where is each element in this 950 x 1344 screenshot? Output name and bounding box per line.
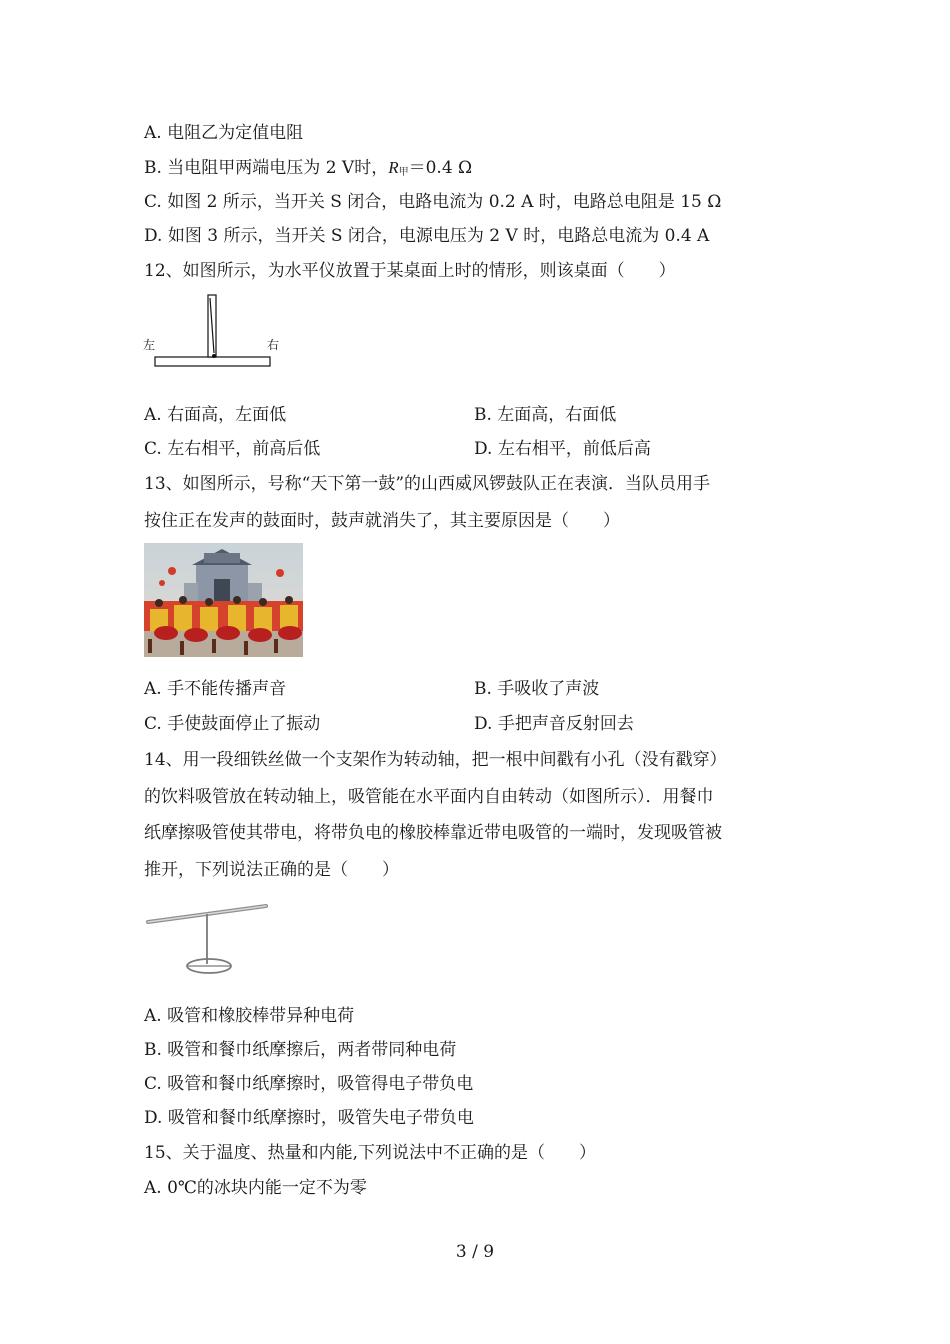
q13-option-c: C. 手使鼓面停止了振动 <box>144 714 321 734</box>
left-label: 左 <box>143 338 156 352</box>
q13-option-d: D. 手把声音反射回去 <box>474 714 634 734</box>
q11-option-d: D. 如图 3 所示，当开关 S 闭合，电源电压为 2 V 时，电路总电流为 0.4 A <box>144 226 710 246</box>
q12-option-a: A. 右面高，左面低 <box>144 405 287 425</box>
drum-performance-photo <box>144 543 303 657</box>
q11-option-b-prefix: B. 当电阻甲两端电压为 2 V时， <box>144 158 389 178</box>
level-instrument-drawing <box>140 290 280 372</box>
q12-stem: 12、如图所示，为水平仪放置于某桌面上时的情形，则该桌面（ ） <box>144 261 676 281</box>
q15-stem: 15、关于温度、热量和内能,下列说法中不正确的是（ ） <box>144 1143 597 1163</box>
resistance-subscript: 甲 <box>398 167 409 178</box>
q14-option-c: C. 吸管和餐巾纸摩擦时，吸管得电子带负电 <box>144 1074 474 1094</box>
q13-stem-line2: 按住正在发声的鼓面时，鼓声就消失了，其主要原因是（ ） <box>144 511 620 531</box>
q14-stem-line1: 14、用一段细铁丝做一个支架作为转动轴，把一根中间戳有小孔（没有戳穿） <box>144 750 727 770</box>
q12-option-b: B. 左面高，右面低 <box>474 405 617 425</box>
q14-option-b: B. 吸管和餐巾纸摩擦后，两者带同种电荷 <box>144 1040 457 1060</box>
q14-option-d: D. 吸管和餐巾纸摩擦时，吸管失电子带负电 <box>144 1108 474 1128</box>
q11-option-b <box>144 156 472 185</box>
q15-option-a: A. 0℃的冰块内能一定不为零 <box>144 1178 367 1198</box>
resistance-symbol: R <box>388 158 399 177</box>
q14-stem-line2: 的饮料吸管放在转动轴上，吸管能在水平面内自由转动（如图所示）．用餐巾 <box>144 787 714 807</box>
page-number: 3 / 9 <box>455 1242 495 1262</box>
q14-stem-line3: 纸摩擦吸管使其带电，将带负电的橡胶棒靠近带电吸管的一端时，发现吸管被 <box>144 823 722 843</box>
q14-stem-line4: 推开，下列说法正确的是（ ） <box>144 860 399 880</box>
right-label: 右 <box>267 338 280 352</box>
q13-option-b: B. 手吸收了声波 <box>474 679 600 699</box>
q11-option-b-suffix: ＝0.4 Ω <box>408 158 473 178</box>
q12-option-c: C. 左右相平，前高后低 <box>144 439 321 459</box>
q13-option-a: A. 手不能传播声音 <box>144 679 287 699</box>
straw-on-pivot-figure <box>144 898 270 978</box>
level-instrument-figure <box>140 290 280 372</box>
straw-pivot-drawing <box>144 898 270 978</box>
q11-option-a: A. 电阻乙为定值电阻 <box>144 123 304 143</box>
q14-option-a: A. 吸管和橡胶棒带异种电荷 <box>144 1006 355 1026</box>
q11-option-c: C. 如图 2 所示，当开关 S 闭合，电路电流为 0.2 A 时，电路总电阻是 15 Ω <box>144 192 722 212</box>
q12-option-d: D. 左右相平，前低后高 <box>474 439 651 459</box>
drum-performance-drawing <box>144 543 303 657</box>
q13-stem-line1: 13、如图所示，号称“天下第一鼓”的山西威风锣鼓队正在表演．当队员用手 <box>144 474 711 494</box>
